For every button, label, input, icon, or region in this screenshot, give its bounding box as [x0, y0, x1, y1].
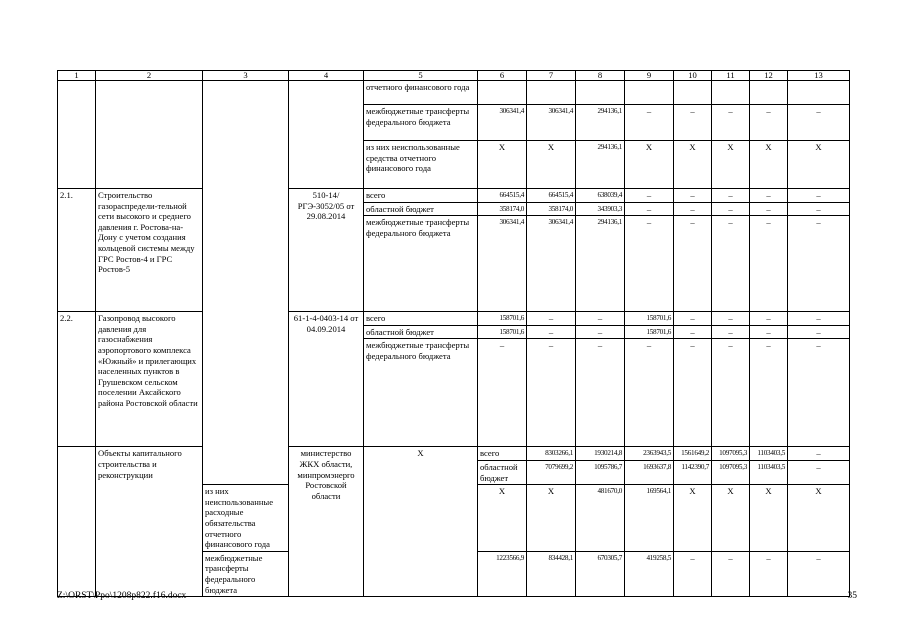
- document-ref: Х: [364, 447, 478, 597]
- table-row: межбюджетные трансферты федерального бюджета 306341,4 306341,4 294136,1 – – – – –: [58, 105, 850, 141]
- table-row: областной бюджет 7079699,2 1095786,7 1693637,8 1142390,7 1097095,3 1103403,5 –: [58, 460, 850, 484]
- col-header: 9: [625, 71, 674, 81]
- col-header: 7: [527, 71, 576, 81]
- col-header: 5: [364, 71, 478, 81]
- table-row: Объекты капитального строительства и реконструкции министерство ЖКХ области, минпромэнерго Ростовской области Х всего 8303266,1 1930214,8 2363943,5 1561649,2 1097095,3 1103403,5 –: [58, 447, 850, 461]
- object-name: Газопровод высокого давления для газоснабжения аэропортового комплекса «Южный» и прилегающих населенных пунктов в Грушевском сельском поселении Аксайского района Ростовской области: [96, 312, 203, 447]
- col-header: 6: [478, 71, 527, 81]
- col-header: 3: [203, 71, 289, 81]
- col-header: 12: [750, 71, 788, 81]
- document-ref: 61-1-4-0403-14 от 04.09.2014: [289, 312, 364, 447]
- page-number: 35: [847, 591, 857, 601]
- table-row: межбюджетные трансферты федерального бюджета 1223566,9 834428,1 670305,7 419258,5 – – – –: [58, 551, 850, 596]
- table-row: из них неиспользованные расходные обязательства отчетного финансового года Х Х 481670,0 169564,1 Х Х Х Х: [58, 485, 850, 552]
- budget-table: [57, 70, 850, 597]
- row-number: 2.2.: [58, 312, 96, 447]
- table-row: областной бюджет 158701,6 – – 158701,6 – – – –: [58, 325, 850, 339]
- col-header: 2: [96, 71, 203, 81]
- col-header: 13: [788, 71, 850, 81]
- table-row: областной бюджет 358174,0 358174,0 343903,3 – – – – –: [58, 202, 850, 216]
- table-row: из них неиспользованные средства отчетного финансового года Х Х 294136,1 Х Х Х Х Х: [58, 141, 850, 189]
- table-row: межбюджетные трансферты федерального бюджета – – – – – – – –: [58, 339, 850, 447]
- table-row: 2.1. Строительство газораспредели-тельной сети высокого и среднего давления г. Ростова-на-Дону с учетом создания кольцевой системы между ГРС Ростов-4 и ГРС Ростов-5 510-14/РГЭ-3052/05 от 29.08.2014 всего 664515,4 664515,4 638039,4 – – – – –: [58, 189, 850, 203]
- document-ref: 510-14/РГЭ-3052/05 от 29.08.2014: [289, 189, 364, 312]
- table-row: межбюджетные трансферты федерального бюджета 306341,4 306341,4 294136,1 – – – – –: [58, 216, 850, 312]
- col-header: 8: [576, 71, 625, 81]
- header-row: [58, 71, 850, 81]
- file-path: Z:\ORST\Ppo\1208p822.f16.docx: [57, 591, 187, 601]
- table-row: 2.2. Газопровод высокого давления для газоснабжения аэропортового комплекса «Южный» и прилегающих населенных пунктов в Грушевском сельском поселении Аксайского района Ростовской области 61-1-4-0403-14 от 04.09.2014 всего 158701,6 – – 158701,6 – – – –: [58, 312, 850, 326]
- object-name: Строительство газораспредели-тельной сети высокого и среднего давления г. Ростова-на-Дону с учетом создания кольцевой системы между ГРС Ростов-4 и ГРС Ростов-5: [96, 189, 203, 312]
- executor: министерство ЖКХ области, минпромэнерго Ростовской области: [289, 447, 364, 597]
- col-header: 10: [674, 71, 712, 81]
- col-header: 11: [712, 71, 750, 81]
- col-header: 4: [289, 71, 364, 81]
- row-number: 2.1.: [58, 189, 96, 312]
- col-header: 1: [58, 71, 96, 81]
- object-name: Объекты капитального строительства и реконструкции: [96, 447, 203, 597]
- table-row: отчетного финансового года: [58, 81, 850, 105]
